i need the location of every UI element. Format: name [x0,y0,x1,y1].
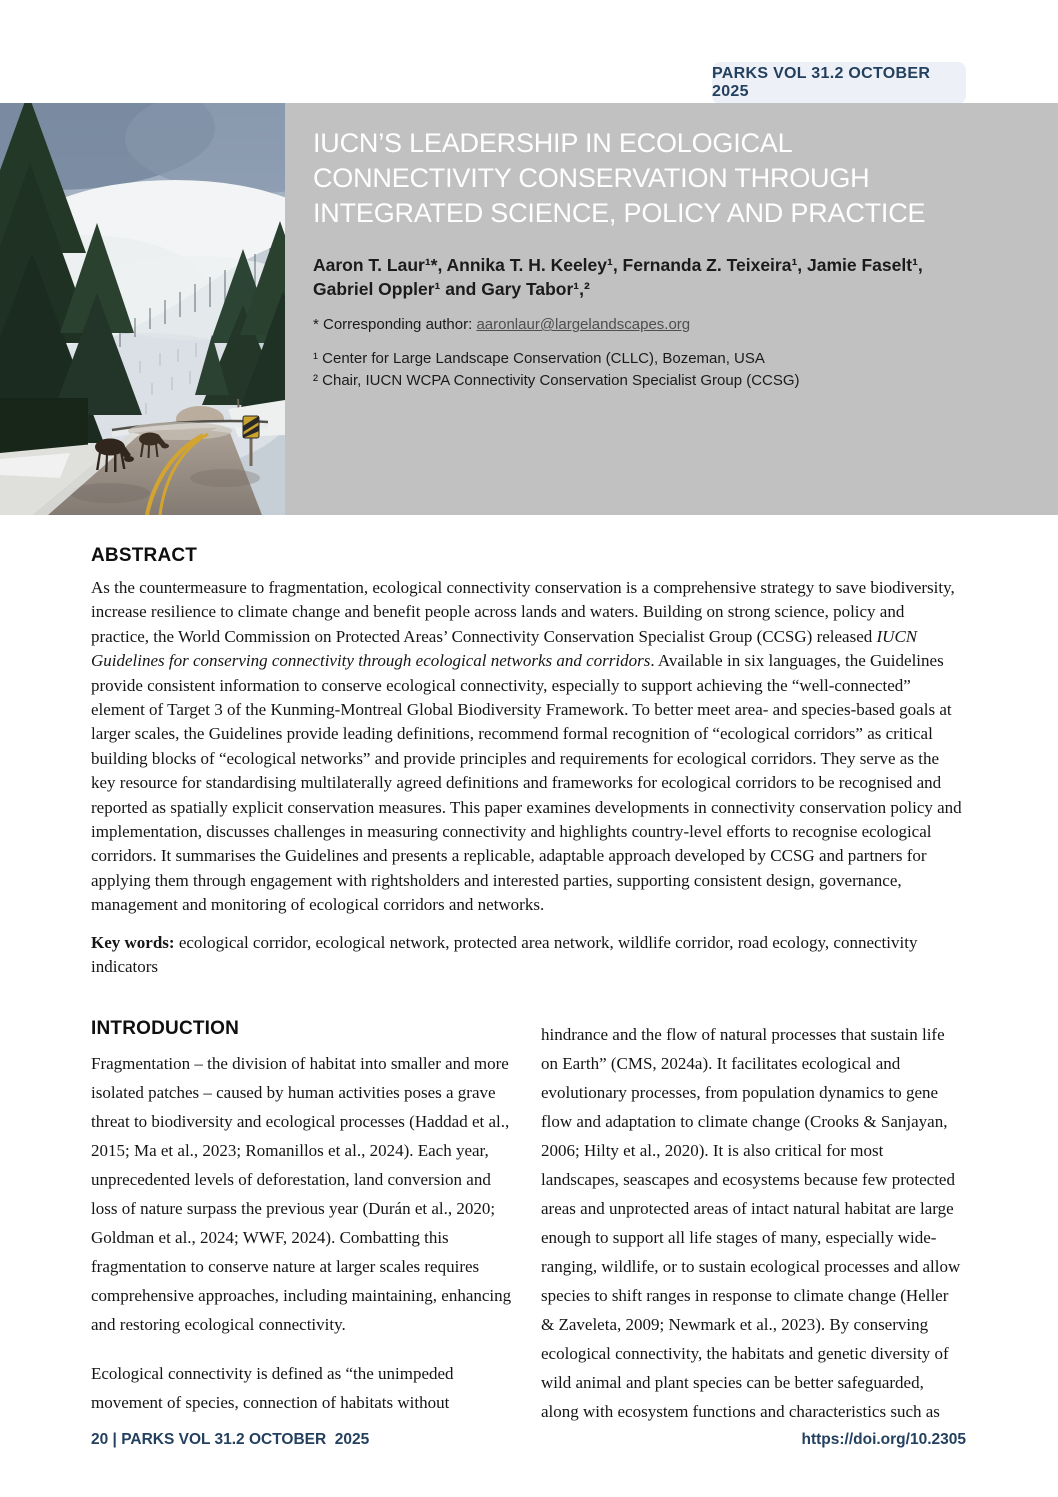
corresponding-author-prefix: * Corresponding author: [313,316,477,333]
corresponding-author-email-link[interactable]: aaronlaur@largelandscapes.org [476,316,691,333]
page-title: IUCN’S LEADERSHIP IN ECOLOGICAL CONNECTIVITY CONSERVATION THROUGH INTEGRATED SCIENCE, POLICY AND PRACTICE [313,128,926,228]
introduction-left-column [91,1018,517,1426]
affiliations [313,348,973,392]
footer-page-info: 20 | PARKS VOL 31.2 OCTOBER 2025 [91,1431,370,1448]
page-footer [91,1431,966,1449]
deer-road-photo-illustration [0,103,285,515]
abstract-paragraph [91,576,966,918]
keywords-text: ecological corridor, ecological network, protected area network, wildlife corridor, road ecology, connectivity indicators [91,932,918,977]
abstract-text-1: As the countermeasure to fragmentation, ecological connectivity conservation is a comprehensive strategy to save biodiversity, increase resilience to climate change and benefit people across lands and waters. Building on strong science, policy and practice, the World Commission on Protected Areas’ Connectivity Conservation Specialist Group (CCSG) released [91,578,955,646]
keywords-label: Key words: [91,932,175,952]
abstract-guidelines-title: IUCN Guidelines for conserving connectivity through ecological networks and corridors [91,626,918,671]
keywords-paragraph [91,931,966,980]
article-header [0,103,1058,515]
introduction-paragraph-3: hindrance and the flow of natural processes that sustain life on Earth” (CMS, 2024a). It facilitates ecological and evolutionary processes, from population dynamics to gene flow and adaptation to climate change (Crooks & Sanjayan, 2006; Hilty et al., 2020). It is also critical for most landscapes, seascapes and ecosystems because few protected areas and unprotected areas of intact natural habitat are large enough to support all life stages of many, especially wide-ranging, wildlife, or to sustain ecological processes and allow species to shift ranges in response to climate change (Heller & Zaveleta, 2009; Newmark et al., 2023). By conserving ecological connectivity, the habitats and genetic diversity of wild animal and plant species can be better safeguarded, along with ecosystem functions and characteristics such as [541,1024,961,1421]
abstract-heading: ABSTRACT [91,545,198,566]
corresponding-author-line [313,316,973,333]
authors-line: Aaron T. Laur¹*, Annika T. H. Keeley¹, Fernanda Z. Teixeira¹, Jamie Faselt¹, Gabriel Oppler¹ and Gary Tabor¹,² [313,255,923,299]
volume-badge-label: PARKS VOL 31.2 OCTOBER 2025 [712,65,931,100]
article-body [91,545,966,1426]
footer-doi-link[interactable]: https://doi.org/10.2305 [801,1431,966,1448]
volume-badge [712,62,966,104]
abstract-text-2: . Available in six languages, the Guidelines provide consistent information to conserve ecological connectivity, especially to support achieving the “well-connected” element of Target 3 of the Kunming-Montreal Global Biodiversity Framework. To better meet area- and species-based goals at larger scales, the Guidelines provide leading definitions, recommend formal recognition of “ecological corridors” as critical building blocks of “ecological networks” and provide principles and requirements for ecological corridors. They serve as the key resource for standardising multilaterally agreed definitions and frameworks for ecological corridors to be recognised and reported as spatially explicit conservation measures. This paper examines developments in connectivity conservation policy and implementation, discusses challenges in measuring connectivity and highlights country-level efforts to recognise ecological corridors. It summarises the Guidelines and presents a replicable, adaptable approach developed by CCSG and partners for applying them through engagement with rightsholders and interested parties, supporting consistent design, governance, management and monitoring of ecological corridors and networks. [91,651,962,915]
header-text-block [313,103,973,392]
introduction-paragraph-2: Ecological connectivity is defined as “the unimpeded movement of species, connection of habitats without [91,1363,454,1412]
introduction-columns [91,1018,966,1426]
affiliation-1: ¹ Center for Large Landscape Conservation (CLLC), Bozeman, USA [313,350,765,367]
introduction-right-column [541,1018,965,1426]
header-photo [0,103,285,515]
introduction-paragraph-1: Fragmentation – the division of habitat into smaller and more isolated patches – caused by human activities poses a grave threat to biodiversity and ecological processes (Haddad et al., 2015; Ma et al., 2023; Romanillos et al., 2024). Each year, unprecedented levels of deforestation, land conversion and loss of nature surpass the previous year (Durán et al., 2020; Goldman et al., 2024; WWF, 2024). Combatting this fragmentation to conserve nature at larger scales requires comprehensive approaches, including maintaining, enhancing and restoring ecological connectivity. [91,1053,512,1334]
introduction-heading: INTRODUCTION [91,1017,240,1039]
affiliation-2: ² Chair, IUCN WCPA Connectivity Conservation Specialist Group (CCSG) [313,372,800,389]
